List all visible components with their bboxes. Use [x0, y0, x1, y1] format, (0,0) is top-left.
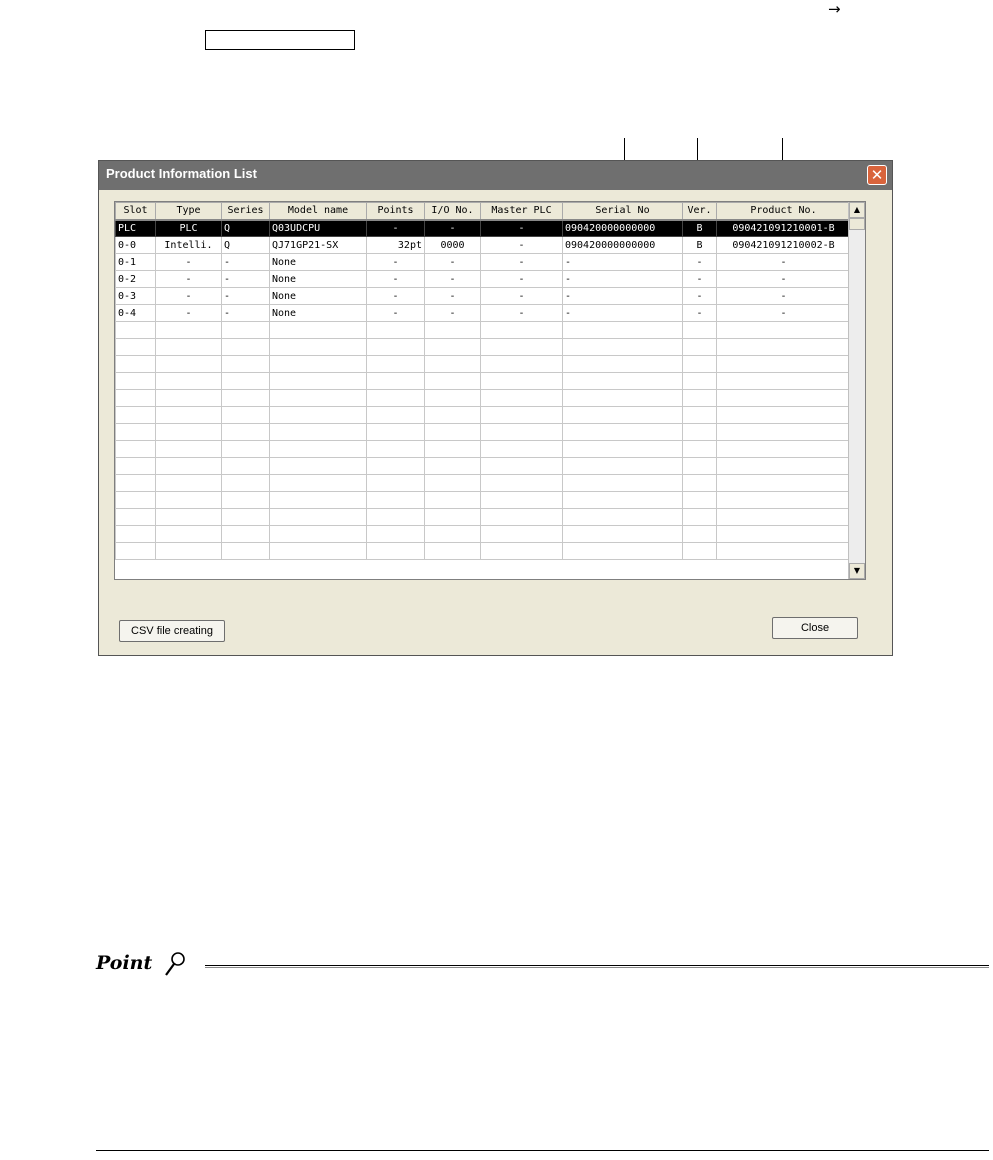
- cell-empty: [683, 373, 717, 390]
- cell-empty: [156, 356, 222, 373]
- cell-empty: [156, 322, 222, 339]
- cell-empty: [717, 373, 851, 390]
- cell-master-plc: -: [481, 305, 563, 322]
- arrow-icon: →: [828, 0, 841, 18]
- cell-empty: [683, 492, 717, 509]
- cell-model-name: QJ71GP21-SX: [270, 237, 367, 254]
- cell-empty: [717, 441, 851, 458]
- cell-empty: [683, 441, 717, 458]
- table-row[interactable]: [116, 237, 851, 254]
- column-header-slot[interactable]: Slot: [116, 203, 156, 220]
- cell-empty: [425, 458, 481, 475]
- cell-empty: [367, 526, 425, 543]
- cell-empty: [563, 526, 683, 543]
- cell-points: -: [367, 220, 425, 237]
- cell-empty: [717, 475, 851, 492]
- cell-empty: [222, 424, 270, 441]
- cell-empty: [367, 458, 425, 475]
- cell-empty: [425, 492, 481, 509]
- cell-ver: B: [683, 220, 717, 237]
- cell-empty: [367, 390, 425, 407]
- window-title: Product Information List: [106, 166, 257, 181]
- table-header-row: [116, 203, 851, 220]
- cell-empty: [717, 424, 851, 441]
- cell-empty: [717, 458, 851, 475]
- cell-empty: [683, 339, 717, 356]
- cell-empty: [717, 407, 851, 424]
- title-bar[interactable]: [99, 161, 892, 190]
- cell-serial-no: 090420000000000: [563, 237, 683, 254]
- table-row[interactable]: [116, 305, 851, 322]
- cell-points: -: [367, 288, 425, 305]
- cell-empty: [367, 356, 425, 373]
- cell-empty: [481, 458, 563, 475]
- cell-empty: [116, 339, 156, 356]
- cell-model-name: Q03UDCPU: [270, 220, 367, 237]
- cell-empty: [683, 390, 717, 407]
- cell-empty: [222, 373, 270, 390]
- cell-empty: [717, 526, 851, 543]
- csv-file-creating-button[interactable]: CSV file creating: [119, 620, 225, 642]
- cell-empty: [367, 441, 425, 458]
- cell-empty: [683, 458, 717, 475]
- cell-master-plc: -: [481, 254, 563, 271]
- cell-slot: 0-1: [116, 254, 156, 271]
- cell-series: -: [222, 288, 270, 305]
- cell-empty: [116, 526, 156, 543]
- cell-empty: [563, 509, 683, 526]
- cell-empty: [116, 424, 156, 441]
- scroll-down-icon[interactable]: ▼: [849, 563, 865, 579]
- cell-empty: [425, 356, 481, 373]
- cell-empty: [481, 543, 563, 560]
- cell-slot: PLC: [116, 220, 156, 237]
- cell-empty: [222, 339, 270, 356]
- vertical-scrollbar[interactable]: [848, 202, 865, 579]
- table-row[interactable]: [116, 288, 851, 305]
- cell-io-no: 0000: [425, 237, 481, 254]
- cell-empty: [116, 543, 156, 560]
- cell-model-name: None: [270, 254, 367, 271]
- table-row-empty[interactable]: [116, 509, 851, 526]
- cell-empty: [270, 407, 367, 424]
- cell-empty: [156, 543, 222, 560]
- cell-empty: [481, 407, 563, 424]
- cell-empty: [116, 509, 156, 526]
- cell-empty: [156, 339, 222, 356]
- cell-empty: [270, 356, 367, 373]
- cell-io-no: -: [425, 220, 481, 237]
- cell-empty: [481, 526, 563, 543]
- cell-empty: [425, 322, 481, 339]
- table-row[interactable]: [116, 220, 851, 237]
- cell-empty: [270, 390, 367, 407]
- cell-empty: [481, 356, 563, 373]
- cell-type: PLC: [156, 220, 222, 237]
- table-row-empty[interactable]: [116, 407, 851, 424]
- table-row-empty[interactable]: [116, 458, 851, 475]
- cell-empty: [717, 339, 851, 356]
- cell-empty: [481, 509, 563, 526]
- cell-empty: [367, 322, 425, 339]
- cell-empty: [222, 492, 270, 509]
- cell-empty: [425, 509, 481, 526]
- cell-empty: [156, 492, 222, 509]
- cell-empty: [270, 322, 367, 339]
- cell-empty: [563, 424, 683, 441]
- magnifier-icon: [162, 950, 188, 978]
- cell-empty: [563, 441, 683, 458]
- cell-master-plc: -: [481, 220, 563, 237]
- cell-empty: [222, 509, 270, 526]
- cell-empty: [156, 390, 222, 407]
- cell-empty: [683, 475, 717, 492]
- cell-empty: [717, 356, 851, 373]
- cell-master-plc: -: [481, 271, 563, 288]
- cell-empty: [563, 492, 683, 509]
- cell-empty: [270, 339, 367, 356]
- cell-empty: [425, 475, 481, 492]
- column-header-model-name[interactable]: Model name: [270, 203, 367, 220]
- cell-empty: [425, 526, 481, 543]
- table-row-empty[interactable]: [116, 373, 851, 390]
- cell-empty: [270, 424, 367, 441]
- column-header-io-no[interactable]: I/O No.: [425, 203, 481, 220]
- cell-empty: [116, 458, 156, 475]
- cell-empty: [481, 322, 563, 339]
- cell-empty: [563, 390, 683, 407]
- cell-empty: [367, 509, 425, 526]
- cell-empty: [563, 356, 683, 373]
- cell-points: 32pt: [367, 237, 425, 254]
- cell-empty: [222, 475, 270, 492]
- cell-empty: [683, 509, 717, 526]
- cell-type: -: [156, 305, 222, 322]
- cell-empty: [425, 390, 481, 407]
- close-window-button[interactable]: ✕: [867, 165, 887, 185]
- cell-points: -: [367, 271, 425, 288]
- cell-io-no: -: [425, 305, 481, 322]
- cell-series: Q: [222, 237, 270, 254]
- cell-empty: [683, 424, 717, 441]
- cell-product-no: -: [717, 288, 851, 305]
- blank-label-box: [205, 30, 355, 50]
- cell-empty: [116, 441, 156, 458]
- column-header-ver[interactable]: Ver.: [683, 203, 717, 220]
- cell-empty: [270, 458, 367, 475]
- cell-master-plc: -: [481, 237, 563, 254]
- cell-empty: [156, 475, 222, 492]
- cell-empty: [683, 526, 717, 543]
- cell-empty: [222, 407, 270, 424]
- table-row[interactable]: [116, 254, 851, 271]
- cell-io-no: -: [425, 254, 481, 271]
- cell-serial-no: -: [563, 288, 683, 305]
- cell-product-no: -: [717, 254, 851, 271]
- cell-empty: [156, 458, 222, 475]
- cell-ver: -: [683, 254, 717, 271]
- column-header-product-no[interactable]: Product No.: [717, 203, 851, 220]
- cell-ver: -: [683, 288, 717, 305]
- cell-slot: 0-2: [116, 271, 156, 288]
- cell-empty: [222, 543, 270, 560]
- cell-empty: [717, 322, 851, 339]
- cell-empty: [270, 543, 367, 560]
- cell-model-name: None: [270, 305, 367, 322]
- column-header-serial-no[interactable]: Serial No: [563, 203, 683, 220]
- cell-empty: [683, 543, 717, 560]
- cell-empty: [683, 322, 717, 339]
- cell-series: Q: [222, 220, 270, 237]
- cell-empty: [563, 339, 683, 356]
- table-row-empty[interactable]: [116, 475, 851, 492]
- table-row-empty[interactable]: [116, 390, 851, 407]
- cell-empty: [717, 509, 851, 526]
- cell-empty: [156, 526, 222, 543]
- cell-empty: [425, 407, 481, 424]
- table-row-empty[interactable]: [116, 339, 851, 356]
- cell-type: -: [156, 288, 222, 305]
- cell-empty: [481, 339, 563, 356]
- cell-empty: [367, 407, 425, 424]
- cell-empty: [156, 373, 222, 390]
- cell-empty: [683, 356, 717, 373]
- cell-series: -: [222, 305, 270, 322]
- cell-empty: [222, 458, 270, 475]
- cell-empty: [481, 492, 563, 509]
- scroll-thumb[interactable]: [849, 218, 865, 230]
- cell-empty: [367, 543, 425, 560]
- cell-empty: [222, 356, 270, 373]
- cell-type: -: [156, 254, 222, 271]
- cell-empty: [156, 441, 222, 458]
- product-information-window: [98, 160, 893, 656]
- cell-empty: [717, 543, 851, 560]
- table-row-empty[interactable]: [116, 322, 851, 339]
- cell-empty: [425, 424, 481, 441]
- column-header-master-plc[interactable]: Master PLC: [481, 203, 563, 220]
- cell-empty: [156, 407, 222, 424]
- table-row-empty[interactable]: [116, 356, 851, 373]
- cell-empty: [481, 390, 563, 407]
- cell-empty: [270, 509, 367, 526]
- cell-empty: [367, 424, 425, 441]
- table-row-empty[interactable]: [116, 424, 851, 441]
- cell-product-no: 090421091210002-B: [717, 237, 851, 254]
- cell-empty: [270, 373, 367, 390]
- cell-product-no: -: [717, 271, 851, 288]
- cell-empty: [222, 526, 270, 543]
- point-label: Point: [96, 952, 153, 974]
- bottom-divider: [96, 1150, 989, 1151]
- close-button[interactable]: Close: [772, 617, 858, 639]
- cell-empty: [116, 373, 156, 390]
- cell-empty: [116, 492, 156, 509]
- cell-points: -: [367, 305, 425, 322]
- cell-type: -: [156, 271, 222, 288]
- cell-type: Intelli.: [156, 237, 222, 254]
- cell-empty: [270, 492, 367, 509]
- cell-empty: [270, 441, 367, 458]
- cell-serial-no: -: [563, 305, 683, 322]
- cell-series: -: [222, 254, 270, 271]
- cell-empty: [563, 373, 683, 390]
- table-row[interactable]: [116, 271, 851, 288]
- cell-slot: 0-3: [116, 288, 156, 305]
- cell-series: -: [222, 271, 270, 288]
- product-grid: [114, 201, 866, 580]
- cell-empty: [563, 407, 683, 424]
- cell-empty: [270, 526, 367, 543]
- column-header-type[interactable]: Type: [156, 203, 222, 220]
- cell-empty: [425, 543, 481, 560]
- cell-empty: [116, 390, 156, 407]
- cell-empty: [563, 543, 683, 560]
- cell-empty: [222, 441, 270, 458]
- cell-empty: [563, 475, 683, 492]
- cell-empty: [222, 322, 270, 339]
- cell-serial-no: 090420000000000: [563, 220, 683, 237]
- cell-empty: [425, 441, 481, 458]
- table-row-empty[interactable]: [116, 441, 851, 458]
- cell-serial-no: -: [563, 254, 683, 271]
- cell-model-name: None: [270, 288, 367, 305]
- product-table: [115, 202, 851, 560]
- cell-empty: [481, 441, 563, 458]
- column-header-series[interactable]: Series: [222, 203, 270, 220]
- cell-io-no: -: [425, 288, 481, 305]
- cell-empty: [367, 492, 425, 509]
- table-row-empty[interactable]: [116, 543, 851, 560]
- cell-empty: [563, 458, 683, 475]
- cell-empty: [563, 322, 683, 339]
- cell-empty: [116, 322, 156, 339]
- cell-ver: -: [683, 271, 717, 288]
- cell-master-plc: -: [481, 288, 563, 305]
- cell-empty: [367, 339, 425, 356]
- cell-empty: [717, 390, 851, 407]
- column-header-points[interactable]: Points: [367, 203, 425, 220]
- cell-empty: [717, 492, 851, 509]
- cell-empty: [425, 373, 481, 390]
- cell-empty: [367, 373, 425, 390]
- scroll-up-icon[interactable]: ▲: [849, 202, 865, 218]
- cell-empty: [481, 475, 563, 492]
- cell-ver: B: [683, 237, 717, 254]
- cell-empty: [425, 339, 481, 356]
- cell-io-no: -: [425, 271, 481, 288]
- cell-empty: [156, 509, 222, 526]
- cell-product-no: 090421091210001-B: [717, 220, 851, 237]
- cell-slot: 0-4: [116, 305, 156, 322]
- cell-product-no: -: [717, 305, 851, 322]
- cell-ver: -: [683, 305, 717, 322]
- point-logo: [96, 950, 206, 980]
- cell-empty: [367, 475, 425, 492]
- cell-model-name: None: [270, 271, 367, 288]
- table-row-empty[interactable]: [116, 526, 851, 543]
- cell-serial-no: -: [563, 271, 683, 288]
- cell-empty: [116, 356, 156, 373]
- cell-empty: [222, 390, 270, 407]
- table-row-empty[interactable]: [116, 492, 851, 509]
- point-divider: [205, 965, 989, 968]
- cell-empty: [156, 424, 222, 441]
- cell-empty: [683, 407, 717, 424]
- cell-empty: [116, 475, 156, 492]
- cell-empty: [116, 407, 156, 424]
- cell-slot: 0-0: [116, 237, 156, 254]
- cell-empty: [481, 373, 563, 390]
- cell-empty: [270, 475, 367, 492]
- cell-empty: [481, 424, 563, 441]
- cell-points: -: [367, 254, 425, 271]
